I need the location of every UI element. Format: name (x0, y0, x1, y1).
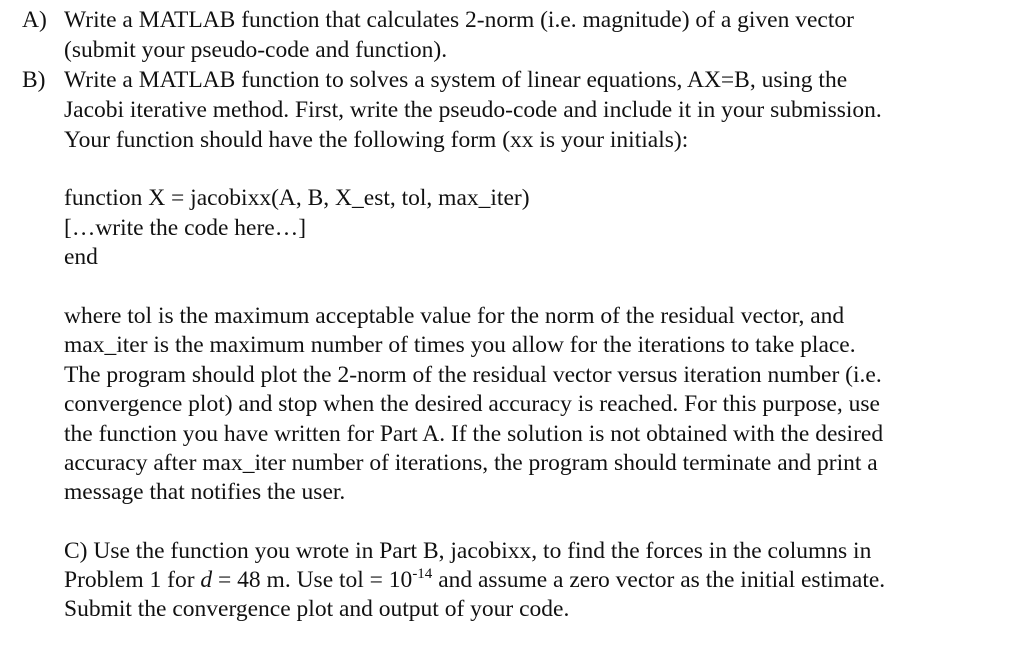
exponent: -14 (412, 566, 433, 582)
code-line: […write the code here…] (64, 215, 307, 241)
part-c-line (64, 565, 885, 595)
part-a-label: A) (22, 7, 47, 33)
description-line: the function you have written for Part A. If the solution is not obtained with the desired (64, 421, 884, 447)
code-line: function X = jacobixx(A, B, X_est, tol, max_iter) (64, 185, 530, 211)
text: = 48 m. Use tol = 10 (212, 567, 413, 593)
description-line: The program should plot the 2-norm of the residual vector versus iteration number (i.e. (64, 362, 882, 388)
description-line: max_iter is the maximum number of times you allow for the iterations to take place. (64, 332, 856, 358)
part-b-line: Write a MATLAB function to solves a system of linear equations, AX=B, using the (64, 67, 848, 93)
part-a-line: (submit your pseudo-code and function). (64, 37, 448, 63)
text: Problem 1 for (64, 567, 201, 593)
description-line: accuracy after max_iter number of iterations, the program should terminate and print a (64, 450, 878, 476)
part-c-line: Submit the convergence plot and output of your code. (64, 596, 570, 622)
code-line: end (64, 244, 98, 270)
variable-d: d (200, 567, 213, 593)
description-line: message that notifies the user. (64, 479, 346, 505)
part-b-label: B) (22, 67, 46, 93)
part-c-line: C) Use the function you wrote in Part B, jacobixx, to find the forces in the columns in (64, 538, 872, 564)
description-line: where tol is the maximum acceptable value for the norm of the residual vector, and (64, 303, 845, 329)
description-line: convergence plot) and stop when the desired accuracy is reached. For this purpose, use (64, 391, 880, 417)
part-a-line: Write a MATLAB function that calculates 2-norm (i.e. magnitude) of a given vector (64, 7, 854, 33)
part-b-line: Jacobi iterative method. First, write the pseudo-code and include it in your submission. (64, 97, 882, 123)
text: and assume a zero vector as the initial estimate. (432, 567, 886, 593)
part-b-line: Your function should have the following form (xx is your initials): (64, 127, 689, 153)
